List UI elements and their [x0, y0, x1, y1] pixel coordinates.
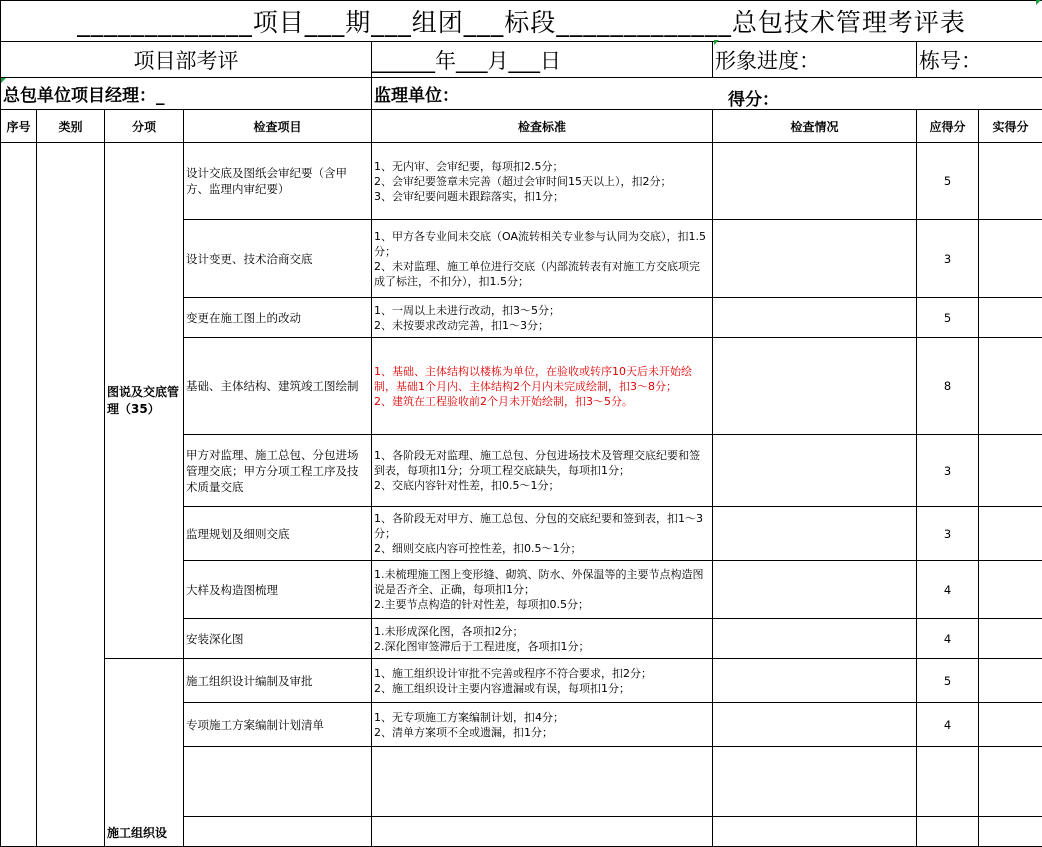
check-standard	[372, 507, 713, 561]
actual-score-cell[interactable]	[979, 747, 1042, 817]
check-status-cell[interactable]	[713, 619, 917, 659]
review-row	[1, 42, 1042, 78]
col-check-standard: 检查标准	[372, 110, 713, 143]
group-label: 施工组织设	[107, 826, 167, 840]
check-item-cell[interactable]	[184, 817, 372, 847]
standard-line: 3、会审纪要问题未跟踪落实，扣1分；	[374, 189, 710, 204]
title-project: 项目	[253, 8, 305, 37]
standard-line: 2、交底内容针对性差，扣0.5～1分；	[374, 478, 710, 493]
standard-line: 2、清单方案项不全或遗漏，扣1分；	[374, 725, 710, 740]
actual-score-cell[interactable]	[979, 561, 1042, 619]
actual-score-cell[interactable]	[979, 298, 1042, 338]
review-label: 项目部考评	[134, 49, 239, 73]
col-category: 类别	[37, 110, 105, 143]
check-item: 变更在施工图上的改动	[184, 298, 372, 338]
check-standard	[372, 338, 713, 435]
title-section: 标段	[504, 8, 556, 37]
standard-line: 2、会审纪要签章未完善（超过会审时间15天以上），扣2分；	[374, 174, 710, 189]
check-standard	[372, 298, 713, 338]
standard-line: 2、未对监理、施工单位进行交底（内部流转表有对施工方交底项完成了标注，不扣分），扣1.5分；	[374, 259, 710, 289]
actual-score-cell[interactable]	[979, 435, 1042, 507]
check-item: 基础、主体结构、建筑竣工图绘制	[184, 338, 372, 435]
group-label: 图说及交底管理（35）	[107, 385, 179, 416]
check-standard-cell[interactable]	[372, 817, 713, 847]
standard-line: 2、未按要求改动完善，扣1～3分；	[374, 318, 710, 333]
max-score: 4	[917, 619, 979, 659]
max-score: 4	[917, 703, 979, 747]
col-check-item: 检查项目	[184, 110, 372, 143]
standard-line: 1、各阶段无对甲方、施工总包、分包的交底纪要和签到表，扣1～3分；	[374, 511, 710, 541]
check-standard	[372, 143, 713, 220]
actual-score-cell[interactable]	[979, 817, 1042, 847]
progress-label: 形象进度：	[715, 49, 820, 73]
check-status-cell[interactable]	[713, 703, 917, 747]
standard-line: 1、无内审、会审纪要，每项扣2.5分；	[374, 159, 710, 174]
check-status-cell[interactable]	[713, 507, 917, 561]
title-blank-5[interactable]: _____________	[556, 8, 732, 37]
max-score: 8	[917, 338, 979, 435]
title-blank-2[interactable]: ___	[305, 8, 346, 37]
col-check-status: 检查情况	[713, 110, 917, 143]
review-label-cell	[1, 42, 372, 78]
title-blank-1[interactable]: _____________	[77, 8, 253, 37]
check-status-cell[interactable]	[713, 435, 917, 507]
check-item: 监理规划及细则交底	[184, 507, 372, 561]
score-label: 得分：	[728, 85, 779, 110]
title-phase: 期	[345, 8, 371, 37]
standard-line: 2.深化图审签滞后于工程进度，各项扣1分；	[374, 639, 710, 654]
check-standard-cell[interactable]	[372, 747, 713, 817]
check-status-cell[interactable]	[713, 338, 917, 435]
check-standard	[372, 435, 713, 507]
check-standard	[372, 659, 713, 703]
col-actual-score: 实得分	[979, 110, 1042, 143]
standard-line: 1、一周以上未进行改动，扣3～5分；	[374, 303, 710, 318]
standard-line: 1、基础、主体结构以楼栋为单位，在验收或转序10天后未开始绘制，基础1个月内、主体结构2个月内未完成绘制，扣3～8分；	[374, 364, 710, 394]
check-item: 专项施工方案编制计划清单	[184, 703, 372, 747]
check-standard	[372, 561, 713, 619]
category-cell[interactable]	[37, 143, 105, 847]
building-cell[interactable]	[917, 42, 1042, 78]
check-standard	[372, 619, 713, 659]
check-status-cell[interactable]	[713, 143, 917, 220]
actual-score-cell[interactable]	[979, 220, 1042, 298]
standard-line: 2、建筑在工程验收前2个月未开始绘制，扣3～5分。	[374, 394, 710, 409]
title-name: 总包技术管理考评表	[732, 8, 966, 37]
max-score: 5	[917, 143, 979, 220]
column-header-row	[1, 110, 1042, 143]
title-blank-4[interactable]: ___	[464, 8, 505, 37]
progress-cell[interactable]	[713, 42, 917, 78]
review-date: ______年___月___日	[372, 49, 561, 73]
max-score: 4	[917, 561, 979, 619]
col-subitem: 分项	[105, 110, 184, 143]
check-item: 设计变更、技术洽商交底	[184, 220, 372, 298]
standard-line: 1、甲方各专业间未交底（OA流转相关专业参与认同为交底），扣1.5分；	[374, 229, 710, 259]
check-item: 施工组织设计编制及审批	[184, 659, 372, 703]
building-label: 栋号：	[919, 49, 982, 73]
max-score: 3	[917, 507, 979, 561]
subitem-cell-drawing[interactable]	[105, 143, 184, 659]
actual-score-cell[interactable]	[979, 703, 1042, 747]
standard-line: 1、施工组织设计审批不完善或程序不符合要求，扣2分；	[374, 666, 710, 681]
sheet-title	[1, 1, 1042, 42]
check-status-cell[interactable]	[713, 747, 917, 817]
check-status-cell[interactable]	[713, 298, 917, 338]
standard-line: 2、细则交底内容可控性差，扣0.5～1分；	[374, 541, 710, 556]
col-index: 序号	[1, 110, 37, 143]
standard-line: 1.未梳理施工图上变形缝、砌筑、防水、外保温等的主要节点构造图说是否齐全、正确，每项扣1分；	[374, 567, 710, 597]
cell-marker-icon	[714, 40, 719, 45]
actual-score-cell[interactable]	[979, 338, 1042, 435]
max-score: 5	[917, 659, 979, 703]
check-standard	[372, 220, 713, 298]
max-score: 3	[917, 435, 979, 507]
check-item-cell[interactable]	[184, 747, 372, 817]
cell-marker-icon	[1036, 0, 1041, 5]
info-row	[1, 78, 1042, 110]
title-blank-3[interactable]: ___	[371, 8, 412, 37]
review-date-cell[interactable]	[372, 42, 713, 78]
title-group: 组团	[412, 8, 464, 37]
check-standard	[372, 703, 713, 747]
actual-score-cell[interactable]	[979, 507, 1042, 561]
pm-label: 总包单位项目经理：_	[3, 86, 165, 106]
supervisor-label: 监理单位：	[374, 86, 459, 106]
supervisor-cell[interactable]	[372, 78, 1042, 110]
max-score-cell[interactable]	[917, 817, 979, 847]
max-score: 3	[917, 220, 979, 298]
actual-score-cell[interactable]	[979, 619, 1042, 659]
col-max-score: 应得分	[917, 110, 979, 143]
check-item: 大样及构造图梳理	[184, 561, 372, 619]
check-status-cell[interactable]	[713, 817, 917, 847]
index-cell[interactable]	[1, 143, 37, 847]
table-row	[1, 143, 1042, 220]
pm-cell[interactable]	[1, 78, 372, 110]
standard-line: 1、各阶段无对监理、施工总包、分包进场技术及管理交底纪要和签到表，每项扣1分；分项工程交底缺失，每项扣1分；	[374, 448, 710, 478]
check-item: 安装深化图	[184, 619, 372, 659]
standard-line: 1、无专项施工方案编制计划，扣4分；	[374, 710, 710, 725]
subitem-cell-construction[interactable]	[105, 659, 184, 847]
standard-line: 2、施工组织设计主要内容遗漏或有误，每项扣1分；	[374, 681, 710, 696]
actual-score-cell[interactable]	[979, 143, 1042, 220]
actual-score-cell[interactable]	[979, 659, 1042, 703]
standard-line: 1.未形成深化图，各项扣2分；	[374, 624, 710, 639]
cell-marker-icon	[1, 78, 6, 83]
title-row	[1, 1, 1042, 42]
max-score-cell[interactable]	[917, 747, 979, 817]
table-row	[1, 659, 1042, 703]
check-status-cell[interactable]	[713, 220, 917, 298]
check-item: 甲方对监理、施工总包、分包进场管理交底；甲方分项工程工序及技术质量交底	[184, 435, 372, 507]
check-status-cell[interactable]	[713, 659, 917, 703]
check-status-cell[interactable]	[713, 561, 917, 619]
standard-line: 2.主要节点构造的针对性差，每项扣0.5分；	[374, 597, 710, 612]
max-score: 5	[917, 298, 979, 338]
check-item: 设计交底及图纸会审纪要（含甲方、监理内审纪要）	[184, 143, 372, 220]
